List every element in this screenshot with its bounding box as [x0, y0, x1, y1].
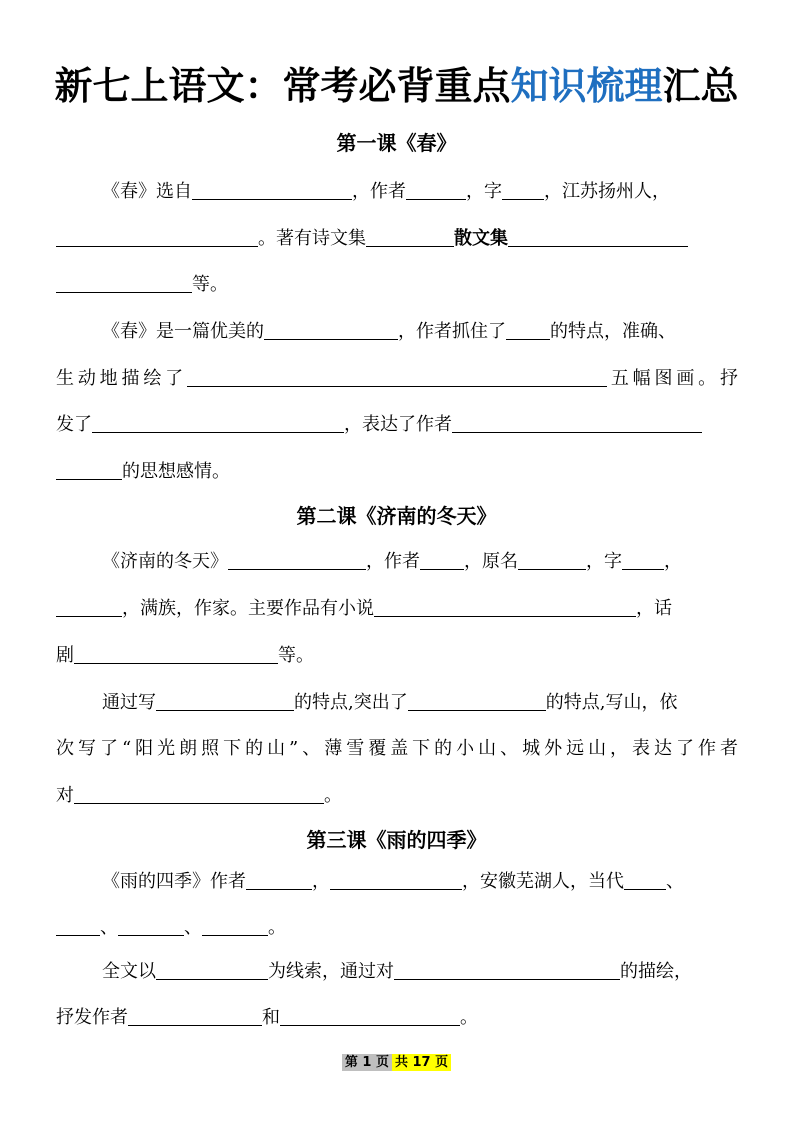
fill-blank[interactable] — [74, 782, 324, 804]
fill-blank[interactable] — [228, 548, 366, 570]
fill-blank[interactable] — [74, 642, 278, 664]
fill-blank[interactable] — [264, 318, 398, 340]
s3-line-4: 抒发作者 和 。 — [56, 1003, 738, 1033]
fill-blank[interactable] — [246, 868, 312, 890]
current-page-label: 第 1 页 — [342, 1054, 392, 1071]
s3-line-1: 《雨的四季》作者 ， ，安徽芜湖人，当代 、 — [102, 867, 738, 897]
total-pages-label: 共 17 页 — [392, 1054, 451, 1071]
fill-blank[interactable] — [56, 914, 100, 936]
s2-line-3: 剧 等。 — [56, 641, 738, 671]
fill-blank[interactable] — [506, 318, 550, 340]
fill-blank[interactable] — [56, 458, 122, 480]
section-heading-3: 第三课《雨的四季》 — [306, 828, 487, 852]
fill-blank[interactable] — [406, 178, 466, 200]
fill-blank[interactable] — [394, 958, 620, 980]
fill-blank[interactable] — [118, 914, 184, 936]
fill-blank[interactable] — [408, 689, 546, 711]
section-heading-1: 第一课《春》 — [336, 131, 457, 155]
fill-blank[interactable] — [156, 958, 268, 980]
s1-line-3: 等。 — [56, 270, 738, 300]
s3-line-2: 、 、 。 — [56, 913, 738, 943]
title-part-3: 汇总 — [662, 64, 739, 108]
fill-blank[interactable] — [187, 365, 607, 387]
s1-line-6: 发了 ，表达了作者 — [56, 410, 738, 440]
section-heading-2: 第二课《济南的冬天》 — [296, 504, 497, 528]
fill-blank[interactable] — [374, 595, 636, 617]
page-footer — [0, 1053, 793, 1073]
fill-blank[interactable] — [280, 1004, 460, 1026]
title-highlight: 知识梳理 — [510, 64, 663, 108]
fill-blank[interactable] — [202, 914, 268, 936]
fill-blank[interactable] — [518, 548, 586, 570]
s1-line-2: 。著有诗文集 散文集 — [56, 224, 738, 254]
fill-blank[interactable] — [622, 548, 664, 570]
fill-blank[interactable] — [56, 271, 192, 293]
s2-line-5: 次写了“阳光朗照下的山”、薄雪覆盖下的小山、城外远山，表达了作者 — [56, 738, 738, 759]
s1-line-5: 生动地描绘了 五幅图画。抒 — [56, 364, 738, 394]
fill-blank[interactable] — [128, 1004, 262, 1026]
page-title — [0, 62, 793, 110]
s3-line-3: 全文以 为线索，通过对 的描绘， — [102, 957, 738, 987]
s2-line-2: ，满族，作家。主要作品有小说 ，话 — [56, 594, 738, 624]
s2-line-1: 《济南的冬天》 ，作者 ，原名 ，字 ， — [102, 547, 738, 577]
title-part-1: 新七上语文：常考必背重点 — [54, 64, 511, 108]
fill-blank[interactable] — [156, 689, 294, 711]
fill-blank[interactable] — [624, 868, 666, 890]
fill-blank[interactable] — [92, 411, 344, 433]
s1-line-4: 《春》是一篇优美的 ，作者抓住了 的特点，准确、 — [102, 317, 738, 347]
fill-blank[interactable] — [56, 225, 258, 247]
fill-blank[interactable] — [366, 225, 454, 247]
fill-blank[interactable] — [452, 411, 702, 433]
fill-blank[interactable] — [192, 178, 352, 200]
fill-blank[interactable] — [420, 548, 464, 570]
fill-blank[interactable] — [330, 868, 462, 890]
fill-blank[interactable] — [508, 225, 688, 247]
fill-blank[interactable] — [56, 595, 122, 617]
s1-line-1: 《春》选自 ，作者 ，字 ，江苏扬州人， — [102, 177, 738, 207]
fill-blank[interactable] — [502, 178, 544, 200]
s2-line-6: 对 。 — [56, 781, 738, 811]
s2-line-4: 通过写 的特点,突出了 的特点,写山，依 — [102, 688, 738, 718]
s1-line-7: 的思想感情。 — [56, 457, 738, 487]
